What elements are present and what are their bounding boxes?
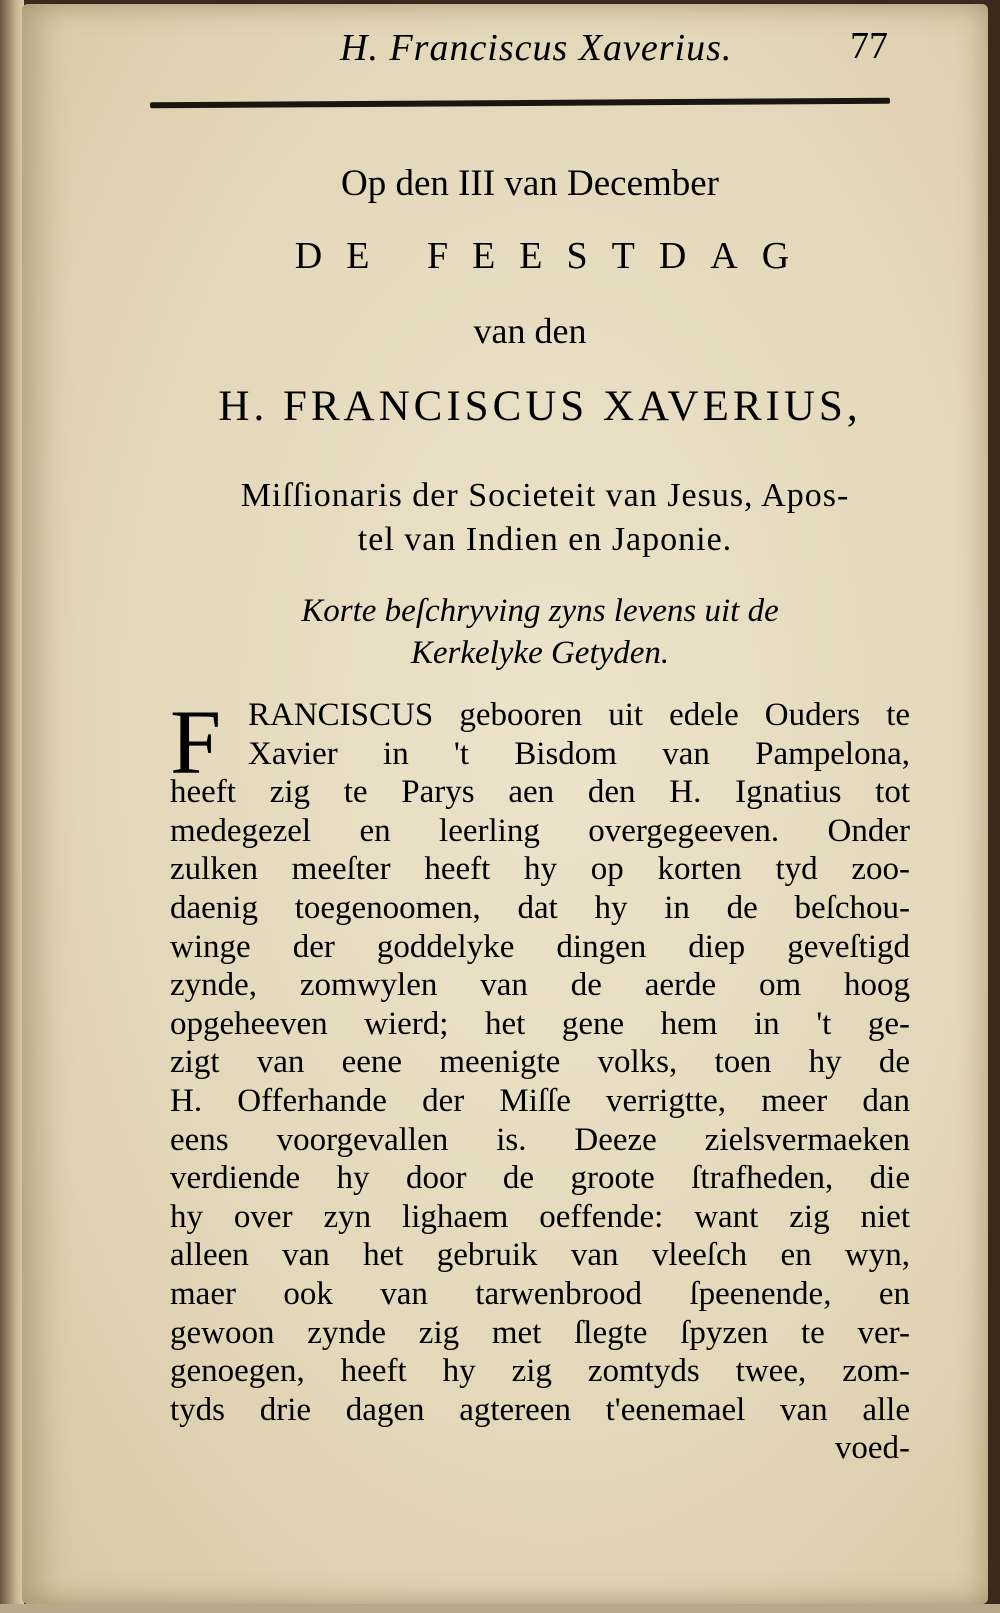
body-text [170,691,911,1468]
feast-title: DE FEESTDAG [294,235,814,277]
text-line: gewoon zynde zig met ſlegte ſpyzen te ver- [170,1314,910,1351]
text-line: alleen van het gebruik van vleeſch en wyn, [170,1237,910,1274]
book-gutter [0,0,24,1613]
text-line: tyds drie dagen agtereen t'eenemael van alle [170,1391,910,1428]
page-number: 77 [850,25,888,67]
first-word-rest: RANCISCUS [248,697,434,733]
feast-date: Op den III van December [340,163,720,204]
section-heading-line: Korte beſchryving zyns levens uit de [301,593,779,629]
text-line: verdiende hy door de groote ſtrafheden, die [170,1160,910,1197]
text-line: genoegen, heeft hy zig zomtyds twee, zom- [170,1353,910,1390]
subtitle-line: Miſſionaris der Societeit van Jesus, Apos- [240,477,850,514]
text-line: winge der goddelyke dingen diep geveſtigd [170,928,910,965]
text-line: eens voorgevallen is. Deeze zielsvermaeken [170,1121,910,1158]
text-line: zulken meeſter heeft hy op korten tyd zoo- [170,851,910,888]
title-connector: van den [473,311,587,351]
saint-subtitle [165,474,925,562]
section-heading-line: Kerkelyke Getyden. [410,635,670,671]
catchword: voed- [834,1430,910,1467]
text-line: hy over zyn lighaem oeffende: want zig niet [170,1198,910,1235]
text-line [170,696,910,735]
drop-cap: F [170,691,222,793]
text-line: heeft zig te Parys aen den H. Ignatius tot [170,774,910,811]
text-line: H. Offerhande der Miſſe verrigtte, meer dan [170,1082,910,1119]
text-line: zigt van eene meenigte volks, toen hy de [170,1044,910,1081]
page-bottom-edge [0,1604,1000,1613]
running-title: H. Franciscus Xaverius. [340,27,733,69]
text-line: daenig toegenoomen, dat hy in de beſchou- [170,889,910,926]
saint-name: H. FRANCISCUS XAVERIUS, [218,383,862,430]
text-line: opgeheeven wierd; het gene hem in 't ge- [170,1005,910,1042]
section-heading [160,590,920,674]
text-line: Xavier in 't Bisdom van Pampelona, [248,735,910,772]
text-line: zynde, zomwylen van de aerde om hoog [170,967,910,1004]
text-line: medegezel en leerling overgegeeven. Onder [170,812,910,849]
first-line-rest: gebooren uit edele Ouders te [459,697,911,733]
text-line: maer ook van tarwenbrood ſpeenende, en [170,1275,910,1312]
subtitle-line: tel van Indien en Japonie. [357,521,733,558]
